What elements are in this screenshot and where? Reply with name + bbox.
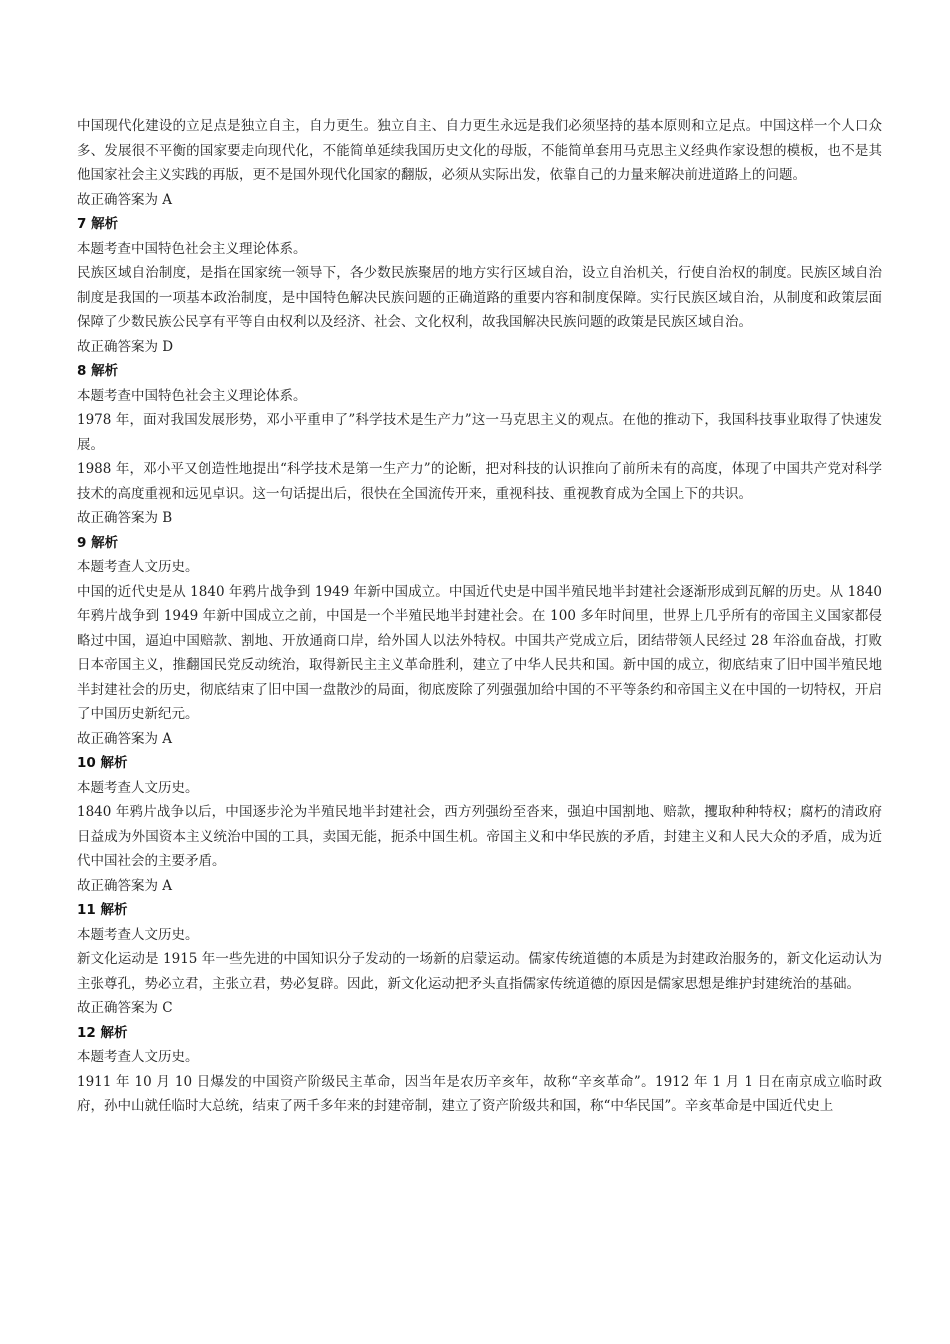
paragraph: 中国的近代史是从 1840 年鸦片战争到 1949 年新中国成立。中国近代史是中国半殖民地半封建社会逐渐形成到瓦解的历史。从 1840 年鸦片战争到 1949 年新中国成立之前，中国是一个半殖民地半封建社会。在 100 多年时间里，世界上几乎所有的帝国主义国家都侵略过中国，逼迫中国赔款、割地、开放通商口岸，给外国人以法外特权。中国共产党成立后，团结带领人民经过 28 年浴血奋战，打败日本帝国主义，推翻国民党反动统治，取得新民主主义革命胜利，建立了中华人民共和国。新中国的成立，彻底结束了旧中国半殖民地半封建社会的历史，彻底结束了旧中国一盘散沙的局面，彻底废除了列强强加给中国的不平等条约和帝国主义在中国的一切特权，开启了中国历史新纪元。 [77, 583, 882, 722]
topic-line: 本题考查中国特色社会主义理论体系。 [77, 240, 307, 257]
topic-line: 本题考查中国特色社会主义理论体系。 [77, 387, 307, 404]
paragraph: 1840 年鸦片战争以后，中国逐步沦为半殖民地半封建社会，西方列强纷至沓来，强迫中国割地、赔款，攫取种种特权；腐朽的清政府日益成为外国资本主义统治中国的工具，卖国无能，扼杀中国生机。帝国主义和中华民族的矛盾，封建主义和人民大众的矛盾，成为近代中国社会的主要矛盾。 [77, 804, 882, 869]
answer-line: 故正确答案为 A [77, 877, 173, 894]
paragraph: 1978 年，面对我国发展形势，邓小平重申了”科学技术是生产力”这一马克思主义的观点。在他的推动下，我国科技事业取得了快速发展。 [77, 412, 882, 453]
paragraph: 1988 年，邓小平又创造性地提出“科学技术是第一生产力”的论断，把对科技的认识推向了前所未有的高度，体现了中国共产党对科学技术的高度重视和远见卓识。这一句话提出后，很快在全国流传开来，重视科技、重视教育成为全国上下的共识。 [77, 461, 882, 502]
section-heading: 12 解析 [77, 1024, 128, 1041]
topic-line: 本题考查人文历史。 [77, 1049, 199, 1065]
paragraph: 中国现代化建设的立足点是独立自主，自力更生。独立自主、自力更生永远是我们必须坚持的基本原则和立足点。中国这样一个人口众多、发展很不平衡的国家要走向现代化，不能简单延续我国历史文化的母版，不能简单套用马克思主义经典作家设想的模板，也不是其他国家社会主义实践的再版，更不是国外现代化国家的翻版，必须从实际出发，依靠自己的力量来解决前进道路上的问题。 [77, 118, 882, 183]
topic-line: 本题考查人文历史。 [77, 779, 199, 796]
paragraph: 新文化运动是 1915 年一些先进的中国知识分子发动的一场新的启蒙运动。儒家传统道德的本质是为封建政治服务的，新文化运动认为主张尊孔，势必立君，主张立君，势必复辟。因此，新文化运动把矛头直指儒家传统道德的原因是儒家思想是维护封建统治的基础。 [77, 951, 882, 992]
section-heading: 10 解析 [77, 755, 128, 771]
answer-line: 故正确答案为 D [77, 338, 174, 355]
paragraph: 民族区域自治制度，是指在国家统一领导下，各少数民族聚居的地方实行区域自治，设立自治机关，行使自治权的制度。民族区域自治制度是我国的一项基本政治制度，是中国特色解决民族问题的正确道路的重要内容和制度保障。实行民族区域自治，从制度和政策层面保障了少数民族公民享有平等自由权利以及经济、社会、文化权利，故我国解决民族问题的政策是民族区域自治。 [77, 265, 882, 330]
section-heading: 9 解析 [77, 534, 119, 551]
topic-line: 本题考查人文历史。 [77, 559, 199, 575]
answer-line: 故正确答案为 B [77, 510, 173, 526]
section-heading: 7 解析 [77, 216, 119, 232]
answer-line: 故正确答案为 A [77, 730, 173, 747]
document-page [77, 114, 882, 1119]
answer-line: 故正确答案为 A [77, 191, 173, 208]
answer-line: 故正确答案为 C [77, 1000, 173, 1016]
paragraph: 1911 年 10 月 10 日爆发的中国资产阶级民主革命，因当年是农历辛亥年，故称“辛亥革命”。1912 年 1 月 1 日在南京成立临时政府，孙中山就任临时大总统，结束了两千多年来的封建帝制，建立了资产阶级共和国，称“中华民国”。辛亥革命是中国近代史上 [77, 1073, 882, 1114]
section-heading: 11 解析 [77, 902, 128, 918]
section-heading: 8 解析 [77, 363, 119, 379]
topic-line: 本题考查人文历史。 [77, 926, 199, 943]
